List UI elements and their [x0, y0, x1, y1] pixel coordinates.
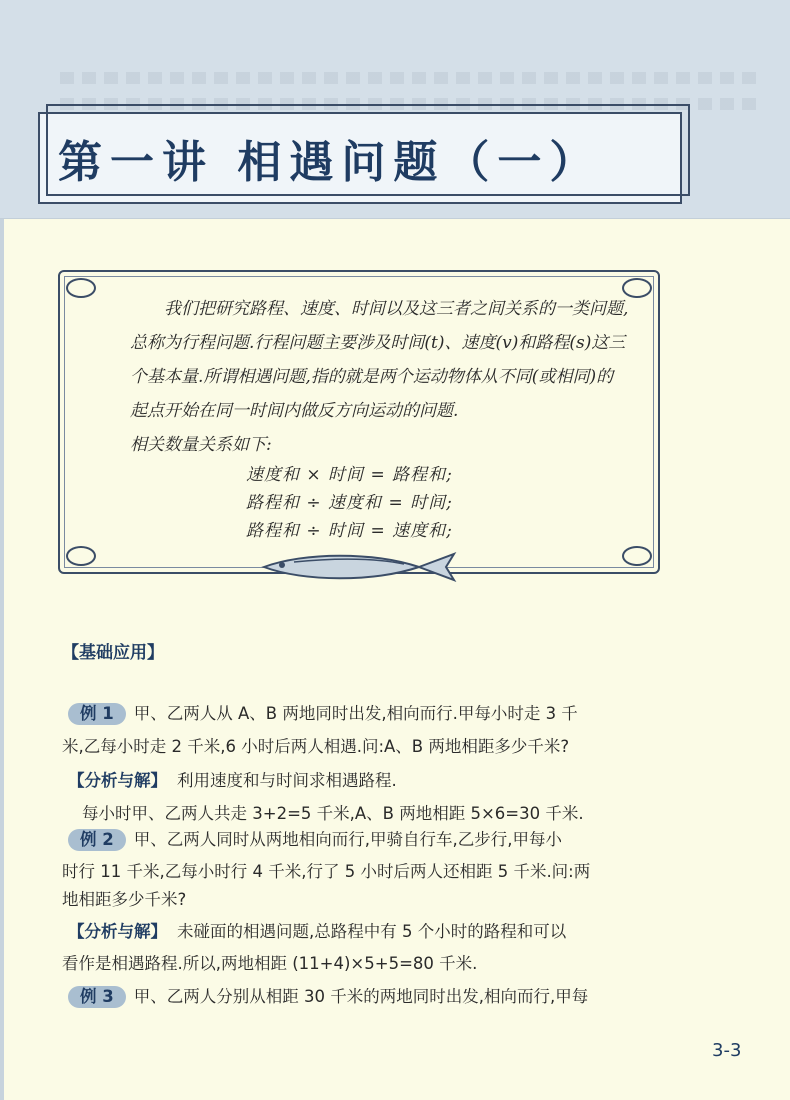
example-3-problem	[68, 983, 718, 1008]
header-band	[0, 0, 790, 219]
intro-paragraph: 我们把研究路程、速度、时间以及这三者之间关系的一类问题,总称为行程问题.行程问题主要涉及时间(t)、速度(v)和路程(s)这三个基本量.所谓相遇问题,指的就是两个运动物体从不同(或相同)的起点开始在同一时间内做反方向运动的问题.	[130, 299, 629, 421]
corner-ornament-icon	[622, 546, 652, 566]
corner-ornament-icon	[66, 278, 96, 298]
intro-lead: 相关数量关系如下:	[130, 435, 272, 455]
formula-line: 路程和 ÷ 时间 = 速度和;	[246, 521, 453, 541]
example-text-line: 时行 11 千米,乙每小时行 4 千米,行了 5 小时后两人还相距 5 千米.问:两	[62, 862, 591, 881]
analysis-text: 利用速度和与时间求相遇路程.	[177, 771, 397, 790]
example-text-line: 地相距多少千米?	[62, 890, 187, 909]
example-text: 甲、乙两人分别从相距 30 千米的两地同时出发,相向而行,甲每	[133, 987, 589, 1006]
example-1-analysis	[68, 767, 718, 791]
show-through-text	[60, 72, 760, 84]
example-2-problem	[68, 826, 718, 851]
example-2-analysis	[68, 918, 718, 942]
analysis-label: 【分析与解】	[68, 922, 167, 941]
formula-line: 路程和 ÷ 速度和 = 时间;	[246, 493, 453, 513]
analysis-text: 未碰面的相遇问题,总路程中有 5 个小时的路程和可以	[177, 922, 567, 941]
formula-line: 速度和 × 时间 = 路程和;	[246, 465, 453, 485]
chapter-title: 第一讲 相遇问题（一）	[58, 137, 602, 188]
show-through-text	[60, 98, 760, 110]
fish-decoration-icon	[254, 550, 464, 584]
example-label: 例 2	[68, 829, 126, 851]
analysis-text-line: 看作是相遇路程.所以,两地相距 (11+4)×5+5=80 千米.	[62, 954, 478, 973]
analysis-label: 【分析与解】	[68, 771, 167, 790]
chapter-title-box	[38, 112, 682, 204]
section-heading: 【基础应用】	[62, 643, 164, 663]
analysis-text-line: 每小时甲、乙两人共走 3+2=5 千米,A、B 两地相距 5×6=30 千米.	[82, 804, 584, 823]
example-label: 例 3	[68, 986, 126, 1008]
example-1-problem	[68, 700, 718, 725]
page-number: 3-3	[712, 1040, 742, 1061]
corner-ornament-icon	[66, 546, 96, 566]
example-text: 甲、乙两人从 A、B 两地同时出发,相向而行.甲每小时走 3 千	[133, 704, 578, 723]
example-text: 甲、乙两人同时从两地相向而行,甲骑自行车,乙步行,甲每小	[133, 830, 562, 849]
example-text-line: 米,乙每小时走 2 千米,6 小时后两人相遇.问:A、B 两地相距多少千米?	[62, 737, 570, 756]
intro-box	[58, 270, 660, 574]
example-label: 例 1	[68, 703, 126, 725]
